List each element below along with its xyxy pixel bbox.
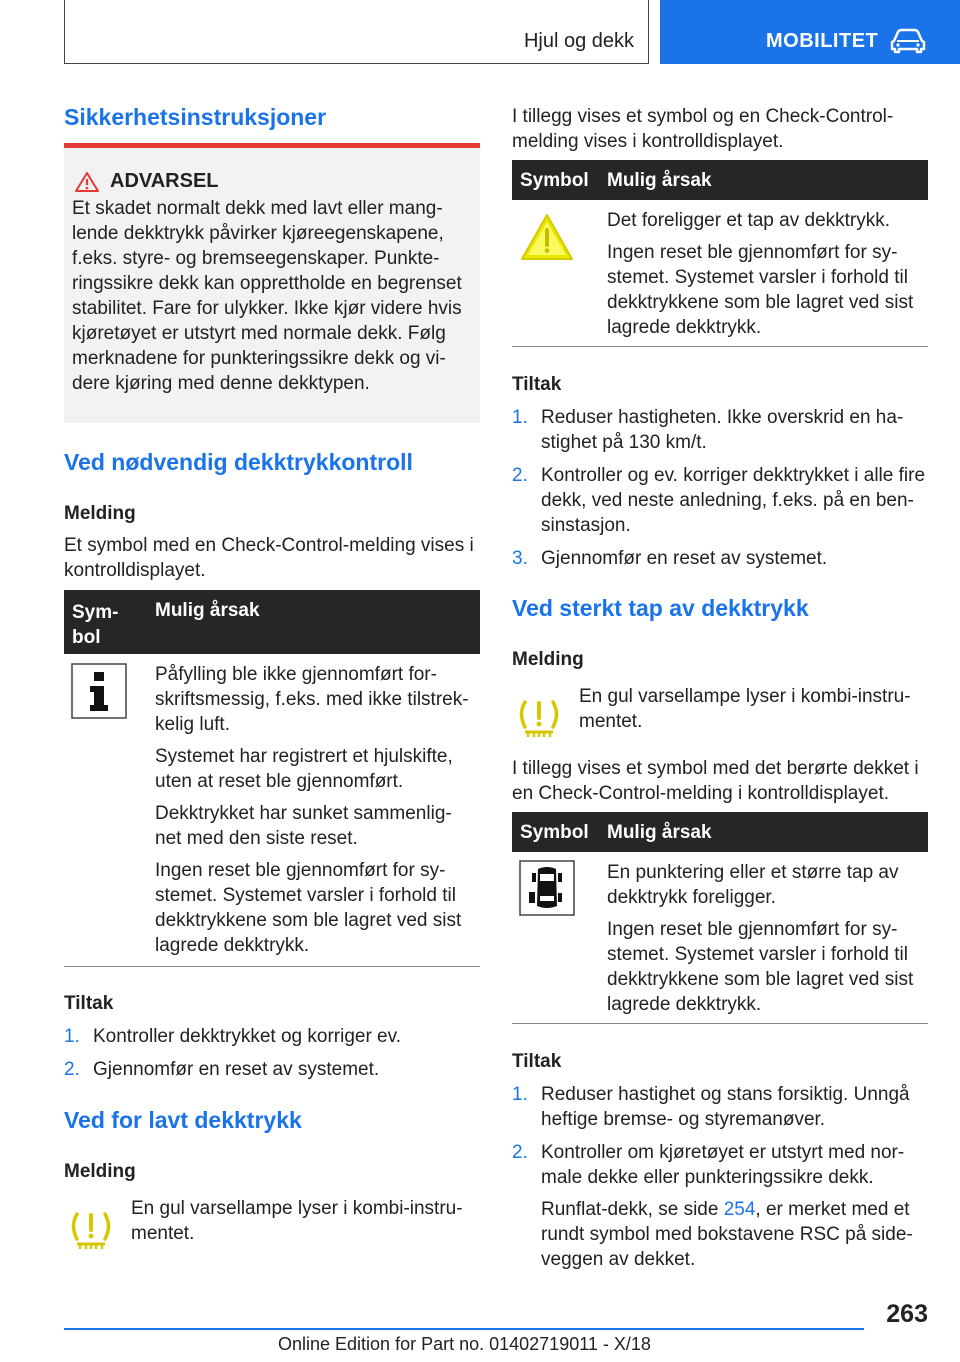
- text-line: Et skadet normalt dekk med lavt eller mang-: [72, 198, 443, 219]
- text-line: ringssikre dekk kan opprettholde en begrenset: [72, 273, 462, 294]
- text-line: lagrede dekktrykk.: [155, 935, 310, 956]
- text-line: bol: [72, 627, 101, 648]
- step-list: [512, 1082, 942, 1280]
- text-line: stemet. Systemet varsler i forhold til: [607, 944, 908, 965]
- text-line: rundt symbol med bokstavene RSC på side-: [541, 1224, 913, 1245]
- intro-text: [512, 756, 942, 806]
- text-fragment: Runflat-dekk, se side: [541, 1199, 724, 1220]
- step-item: [512, 546, 942, 571]
- text-line: Gjennomfør en reset av systemet.: [541, 548, 828, 569]
- text-line: [541, 1197, 942, 1222]
- text-line: Systemet har registrert et hjulskifte,: [155, 746, 453, 767]
- step-number: 1.: [64, 1026, 80, 1047]
- text-line: Dekktrykket har sunket sammenlig-: [155, 803, 452, 824]
- runflat-note: [541, 1197, 942, 1272]
- col-cause-header: Mulig årsak: [155, 600, 260, 621]
- text-line: net med den siste reset.: [155, 828, 358, 849]
- text-line: lagrede dekktrykk.: [607, 317, 762, 338]
- text-line: sinstasjon.: [541, 515, 631, 536]
- tiltak-label: Tiltak: [512, 1051, 562, 1072]
- cause-item: [155, 662, 480, 737]
- tire-pressure-warning-icon: [516, 694, 562, 740]
- table-header: [512, 812, 928, 852]
- text-line: En gul varsellampe lyser i kombi-instru-: [131, 1198, 463, 1219]
- warning-box: [64, 143, 480, 423]
- lamp-text: [131, 1196, 481, 1246]
- section-title: Hjul og dekk: [523, 30, 634, 52]
- text-line: Påfylling ble ikke gjennomført for-: [155, 664, 437, 685]
- text-line: melding vises i kontrolldisplayet.: [512, 131, 784, 152]
- tiltak-label: Tiltak: [64, 993, 114, 1014]
- intro-text: [512, 104, 932, 154]
- cause-item: [607, 240, 932, 340]
- cause-item: [607, 860, 932, 910]
- page-number: 263: [886, 1300, 928, 1328]
- text-fragment: , er merket med et: [755, 1199, 910, 1220]
- text-line: Reduser hastighet og stans forsiktig. Unngå: [541, 1084, 910, 1105]
- text-line: Ingen reset ble gjennomført for sy-: [607, 242, 898, 263]
- col-symbol-header: Symbol: [520, 170, 589, 191]
- col-symbol-header: [72, 600, 118, 650]
- text-line: merknadene for punkteringssikre dekk og vi-: [72, 348, 446, 369]
- text-line: stighet på 130 km/t.: [541, 432, 707, 453]
- warning-text: [72, 196, 472, 396]
- edition-text: Online Edition for Part no. 01402719011 - X/18: [278, 1334, 651, 1354]
- text-line: stemet. Systemet varsler i forhold til: [155, 885, 456, 906]
- text-line: I tillegg vises et symbol med det berørte dekket i: [512, 758, 919, 779]
- text-line: dekktrykkene som ble lagret ved sist: [607, 969, 914, 990]
- text-line: uten at reset ble gjennomført.: [155, 771, 404, 792]
- text-line: kelig luft.: [155, 714, 230, 735]
- text-line: dekk, ved neste anledning, f.eks. på en ben-: [541, 490, 914, 511]
- warning-triangle-icon: [519, 212, 575, 262]
- text-line: Kontroller om kjøretøyet er utstyrt med nor-: [541, 1142, 905, 1163]
- table-header: [512, 160, 928, 200]
- step-number: 1.: [512, 407, 528, 428]
- lamp-text: [579, 684, 929, 734]
- text-line: dekktrykkene som ble lagret ved sist: [155, 910, 462, 931]
- page-link[interactable]: 254: [723, 1199, 756, 1220]
- text-line: En gul varsellampe lyser i kombi-instru-: [579, 686, 911, 707]
- text-line: Sym-: [72, 602, 119, 623]
- info-icon: [71, 663, 127, 719]
- step-list: [64, 1024, 484, 1090]
- warning-triangle-icon: [74, 171, 100, 193]
- text-line: I tillegg vises et symbol og en Check-Control-: [512, 106, 894, 127]
- step-list: [512, 405, 942, 579]
- section-heading: Ved sterkt tap av dekktrykk: [512, 595, 809, 621]
- text-line: kontrolldisplayet.: [64, 560, 206, 581]
- footer-divider: [64, 1328, 864, 1330]
- intro-text: [64, 533, 484, 583]
- text-line: mentet.: [131, 1223, 195, 1244]
- text-line: Et symbol med en Check-Control-melding vises i: [64, 535, 474, 556]
- text-line: En punktering eller et større tap av: [607, 862, 899, 883]
- step-number: 2.: [512, 465, 528, 486]
- col-symbol-header: Symbol: [520, 822, 589, 843]
- chapter-title: MOBILITET: [766, 30, 879, 52]
- safety-heading: Sikkerhetsinstruksjoner: [64, 104, 327, 130]
- text-line: Ingen reset ble gjennomført for sy-: [155, 860, 446, 881]
- cause-item: [155, 858, 480, 958]
- text-line: dekktrykkene som ble lagret ved sist: [607, 292, 914, 313]
- melding-label: Melding: [512, 649, 584, 670]
- cause-item: [607, 917, 932, 1017]
- cause-list: [155, 662, 480, 958]
- cause-list: [607, 860, 932, 1017]
- step-number: 2.: [64, 1059, 80, 1080]
- text-line: heftige bremse- og styremanøver.: [541, 1109, 826, 1130]
- step-item: [512, 463, 942, 538]
- text-line: Reduser hastigheten. Ikke overskrid en ha-: [541, 407, 904, 428]
- warning-title: ADVARSEL: [110, 170, 219, 192]
- text-line: lagrede dekktrykk.: [607, 994, 762, 1015]
- table-divider: [512, 1023, 928, 1024]
- step-item: [64, 1024, 484, 1049]
- header-section-box: [64, 0, 649, 64]
- cause-item: [155, 801, 480, 851]
- step-number: 1.: [512, 1084, 528, 1105]
- text-line: dere kjøring med denne dekktypen.: [72, 373, 370, 394]
- step-number: 2.: [512, 1142, 528, 1163]
- text-line: mentet.: [579, 711, 643, 732]
- text-line: Ingen reset ble gjennomført for sy-: [607, 919, 898, 940]
- melding-label: Melding: [64, 503, 136, 524]
- text-line: male dekke eller punkteringssikre dekk.: [541, 1167, 874, 1188]
- col-cause-header: Mulig årsak: [607, 170, 712, 191]
- step-item: [64, 1057, 484, 1082]
- tiltak-label: Tiltak: [512, 374, 562, 395]
- step-item: [512, 1082, 942, 1132]
- text-line: stemet. Systemet varsler i forhold til: [607, 267, 908, 288]
- header-chapter-tab[interactable]: [660, 0, 960, 64]
- text-line: dekktrykk foreligger.: [607, 887, 776, 908]
- table-divider: [512, 346, 928, 347]
- section-heading: Ved nødvendig dekktrykkontroll: [64, 449, 413, 475]
- step-text: Gjennomfør en reset av systemet.: [93, 1059, 380, 1080]
- text-line: skriftsmessig, f.eks. med ikke tilstrek-: [155, 689, 469, 710]
- tire-pressure-warning-icon: [68, 1206, 114, 1252]
- step-number: 3.: [512, 548, 528, 569]
- text-line: stabilitet. Fare for ulykker. Ikke kjør videre hvis: [72, 298, 462, 319]
- table-header: [64, 590, 480, 654]
- car-icon: [890, 28, 926, 54]
- text-line: Kontroller og ev. korriger dekktrykket i alle fire: [541, 465, 926, 486]
- cause-list: [607, 208, 932, 340]
- text-line: veggen av dekket.: [541, 1249, 696, 1270]
- table-divider: [64, 966, 480, 967]
- text-line: f.eks. styre- og bremseegenskaper. Punkte-: [72, 248, 440, 269]
- cause-item: [607, 208, 932, 233]
- text-line: en Check-Control-melding i kontrolldisplayet.: [512, 783, 890, 804]
- step-item: [512, 1140, 942, 1272]
- car-flat-tire-icon: [519, 860, 575, 916]
- step-text: Kontroller dekktrykket og korriger ev.: [93, 1026, 401, 1047]
- text-line: lende dekktrykk påvirker kjøreegenskapene,: [72, 223, 444, 244]
- col-cause-header: Mulig årsak: [607, 822, 712, 843]
- section-heading: Ved for lavt dekktrykk: [64, 1107, 302, 1133]
- text-line: kjøretøyet er utstyrt med normale dekk. Følg: [72, 323, 446, 344]
- text-line: Det foreligger et tap av dekktrykk.: [607, 210, 891, 231]
- cause-item: [155, 744, 480, 794]
- step-item: [512, 405, 942, 455]
- melding-label: Melding: [64, 1161, 136, 1182]
